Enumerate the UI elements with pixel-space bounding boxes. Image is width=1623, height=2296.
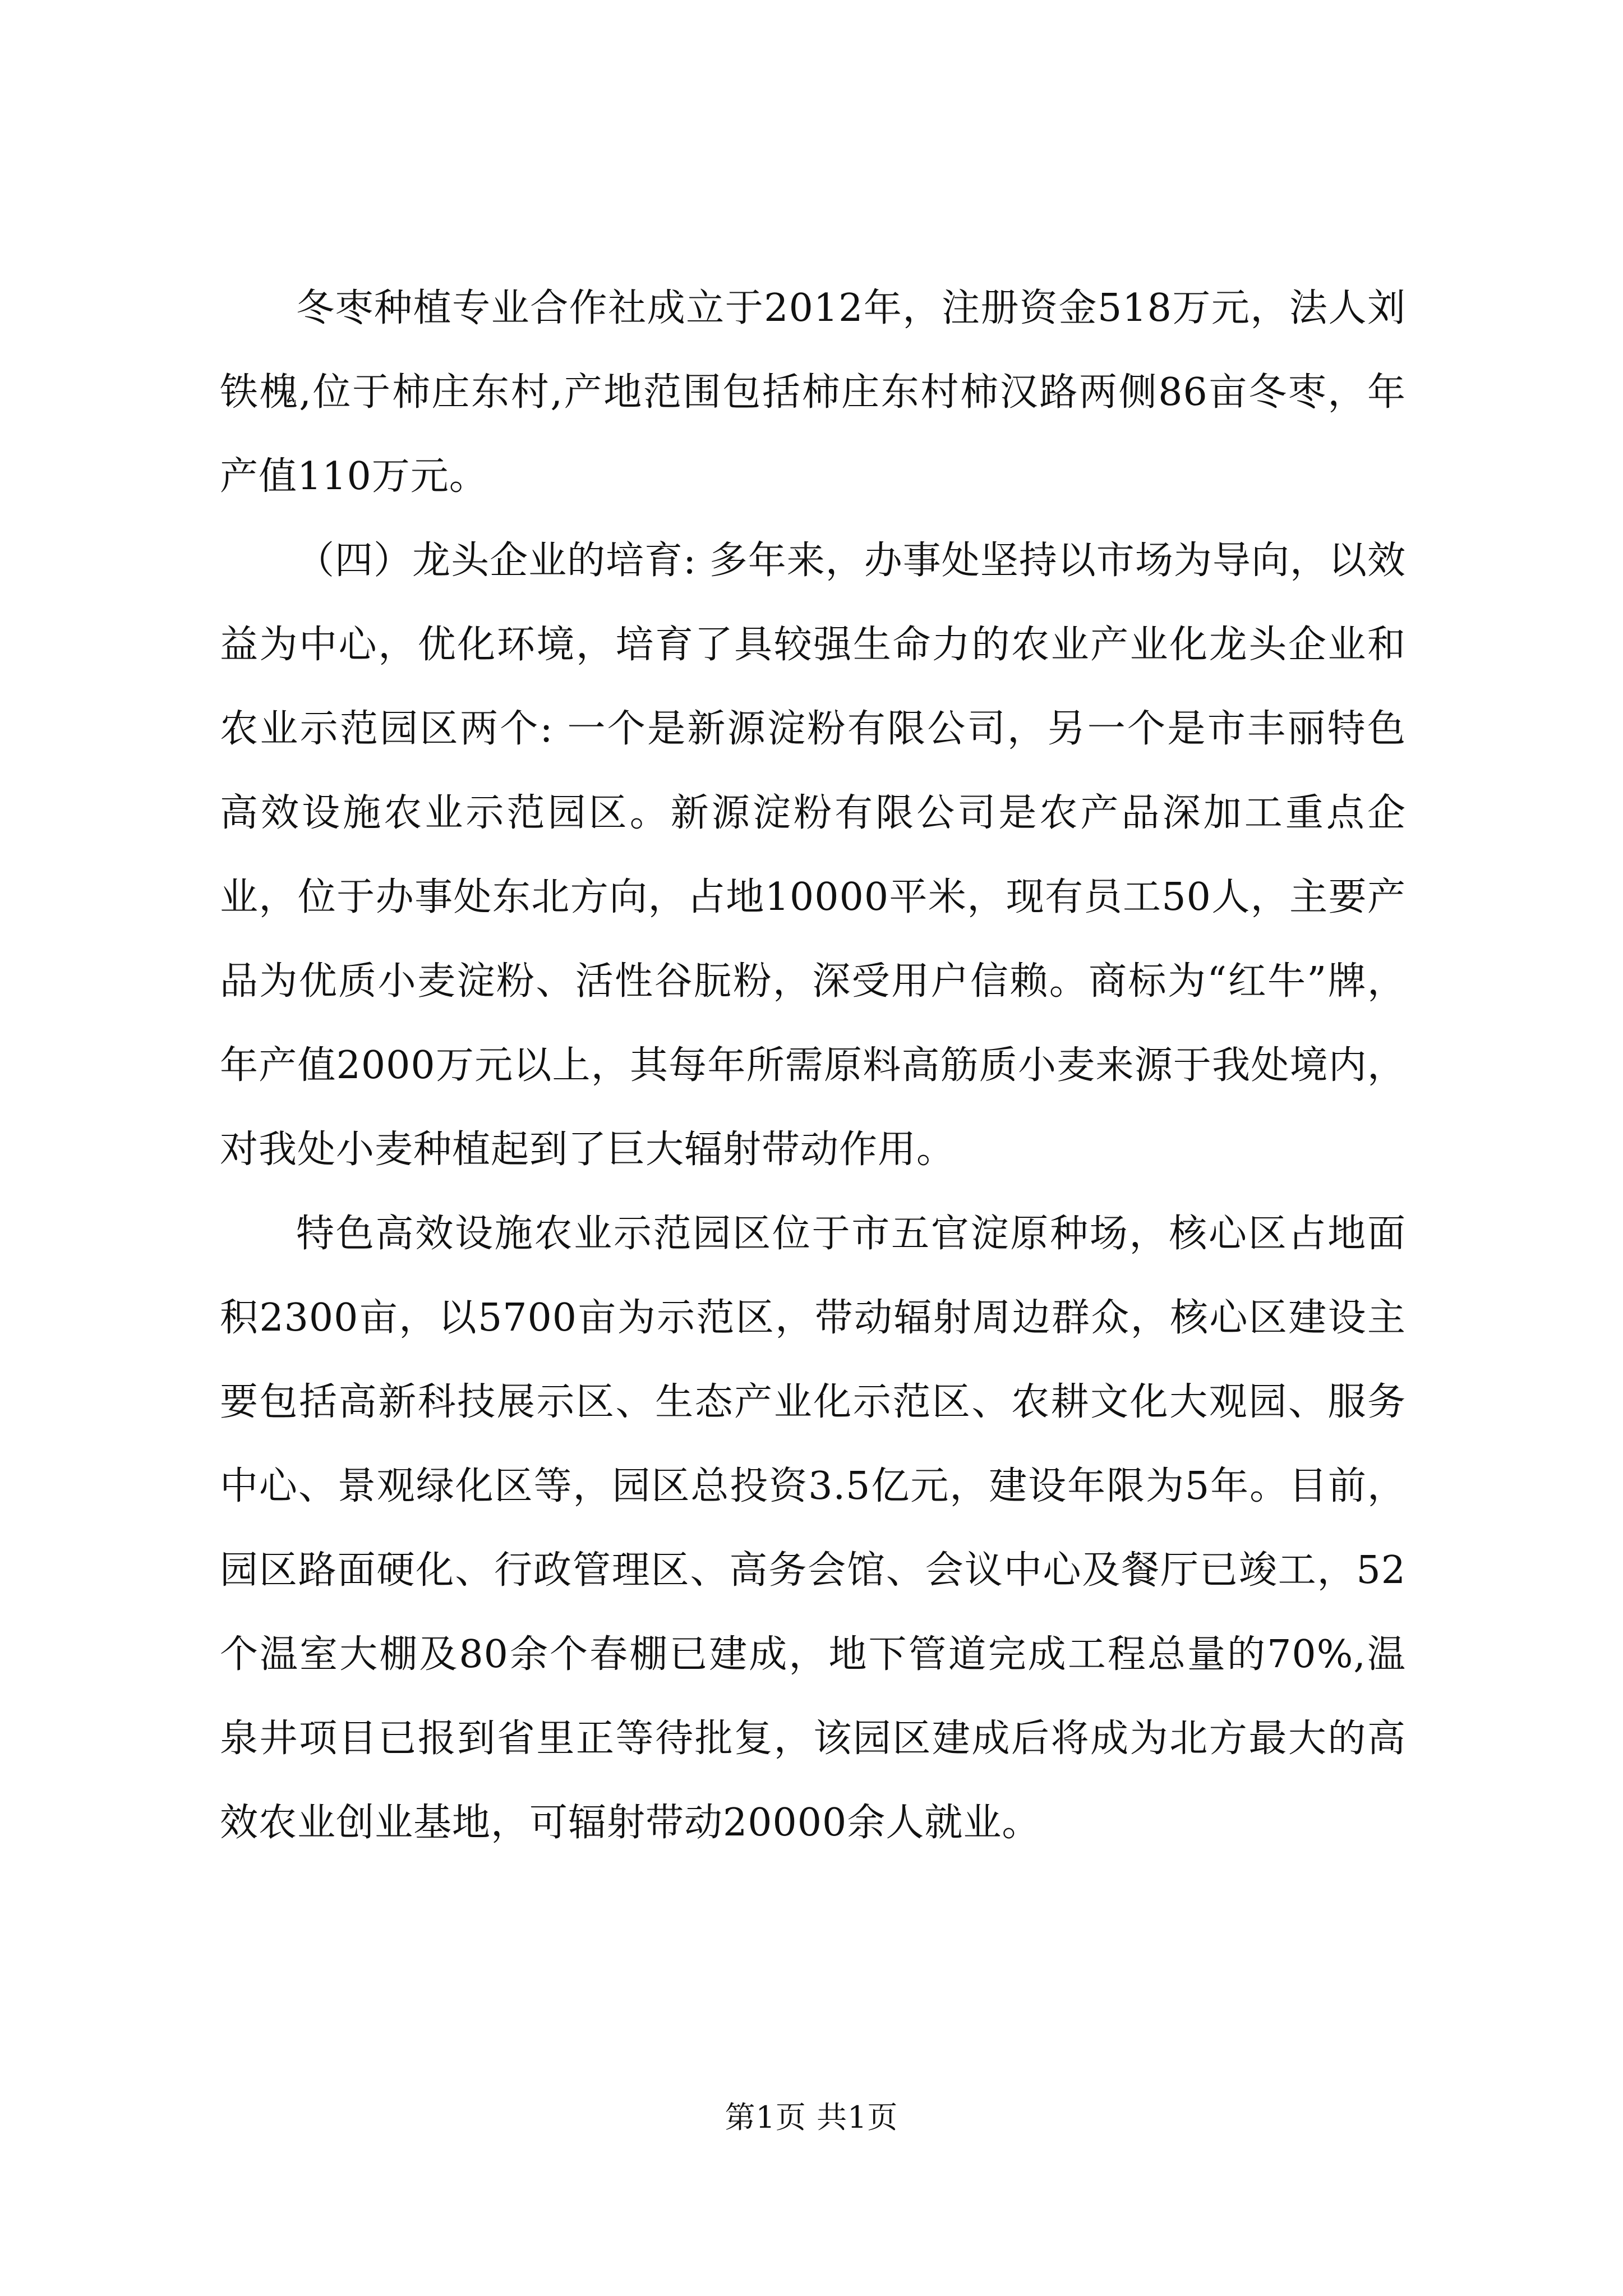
paragraph-demonstration-park: 特色高效设施农业示范园区位于市五官淀原种场，核心区占地面积2300亩，以5700亩为示范区，带动辐射周边群众，核心区建设主要包括高新科技展示区、生态产业化示范区、农耕文化大观园、服务中心、景观绿化区等，园区总投资3.5亿元，建设年限为5年。目前，园区路面硬化、行政管理区、高务会馆、会议中心及餐厅已竣工，52个温室大棚及80余个春棚已建成，地下管道完成工程总量的70%,温泉井项目已报到省里正等待批复，该园区建成后将成为北方最大的高效农业创业基地，可辐射带动20000余人就业。 bbox=[220, 1212, 1406, 1845]
document-body bbox=[220, 266, 1406, 1865]
paragraph-cooperative: 冬枣种植专业合作社成立于2012年，注册资金518万元，法人刘铁槐,位于柿庄东村,产地范围包括柿庄东村柿汉路两侧86亩冬枣，年产值110万元。 bbox=[220, 286, 1406, 499]
paragraph-leading-enterprises: （四）龙头企业的培育: 多年来，办事处坚持以市场为导向，以效益为中心，优化环境，培育了具较强生命力的农业产业化龙头企业和农业示范园区两个: 一个是新源淀粉有限公司，另一个是市丰丽特色高效设施农业示范园区。新源淀粉有限公司是农产品深加工重点企业，位于办事处东北方向，占地10000平米，现有员工50人，主要产品为优质小麦淀粉、活性谷朊粉，深受用户信赖。商标为“红牛”牌，年产值2000万元以上，其每年所需原料高筋质小麦来源于我处境内，对我处小麦种植起到了巨大辐射带动作用。 bbox=[220, 539, 1406, 1172]
page-footer: 第1页 共1页 bbox=[725, 2100, 898, 2135]
